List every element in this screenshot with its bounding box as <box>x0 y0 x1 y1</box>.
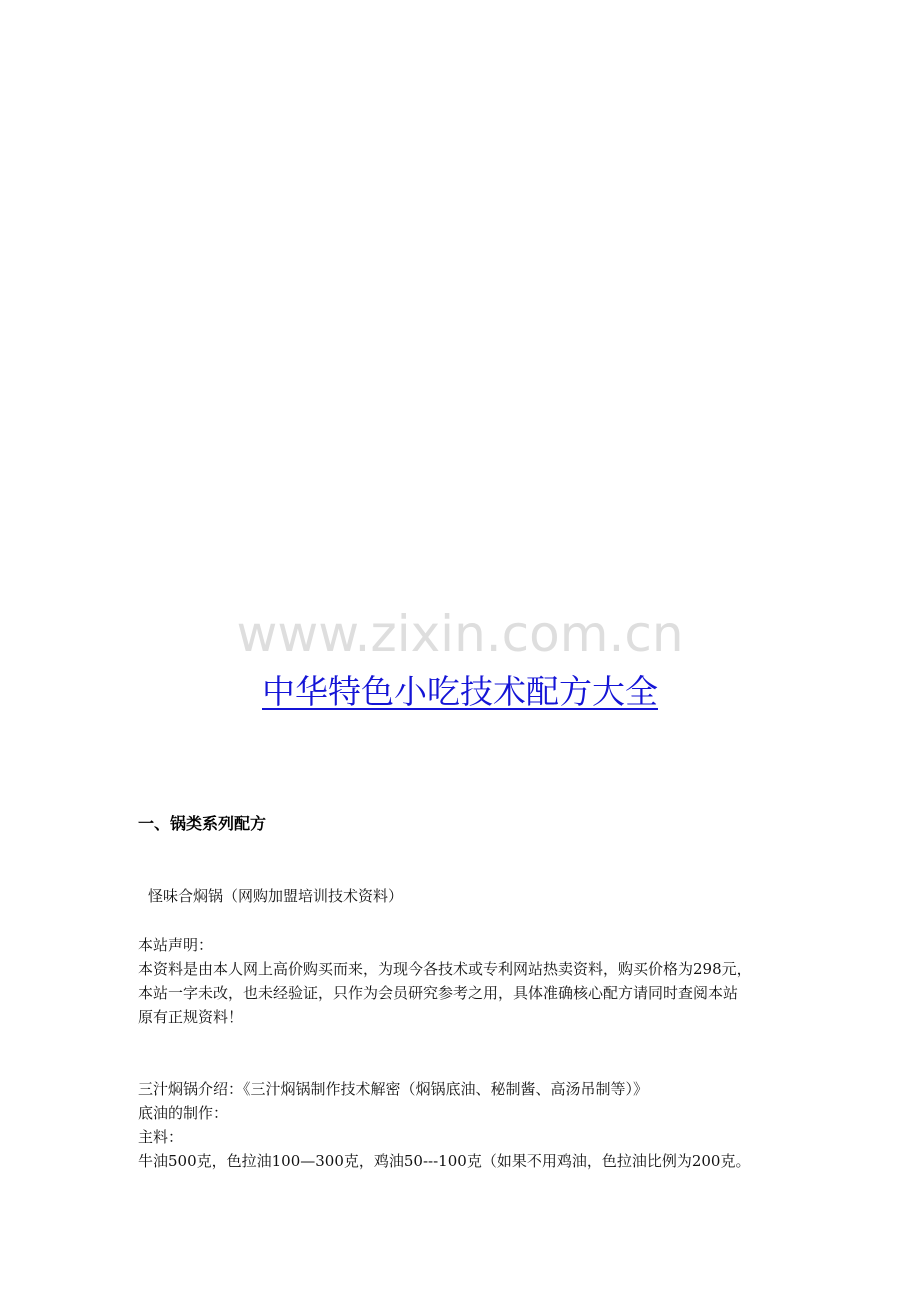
section-heading: 一、锅类系列配方 <box>138 814 267 833</box>
watermark: www.zixin.com.cn <box>236 605 684 663</box>
disclaimer-line: 本站一字未改，也未经验证，只作为会员研究参考之用，具体准确核心配方请同时查阅本站 <box>138 984 739 1002</box>
disclaimer-label: 本站声明： <box>138 936 214 954</box>
disclaimer-line: 原有正规资料！ <box>138 1008 244 1026</box>
ingredients-line: 牛油500克，色拉油100—300克，鸡油50---100克（如果不用鸡油，色拉油比例为200克。 <box>138 1152 751 1170</box>
main-ingredients-label: 主料： <box>138 1128 184 1146</box>
disclaimer-line: 本资料是由本人网上高价购买而来，为现今各技术或专利网站热卖资料，购买价格为298元， <box>138 960 752 978</box>
base-oil-heading: 底油的制作： <box>138 1104 229 1122</box>
document-title-link[interactable]: 中华特色小吃技术配方大全 <box>262 672 658 711</box>
recipe-subtitle: 怪味合焖锅（网购加盟培训技术资料） <box>148 887 404 905</box>
intro-line: 三汁焖锅介绍：《三汁焖锅制作技术解密（焖锅底油、秘制酱、高汤吊制等）》 <box>138 1080 649 1098</box>
